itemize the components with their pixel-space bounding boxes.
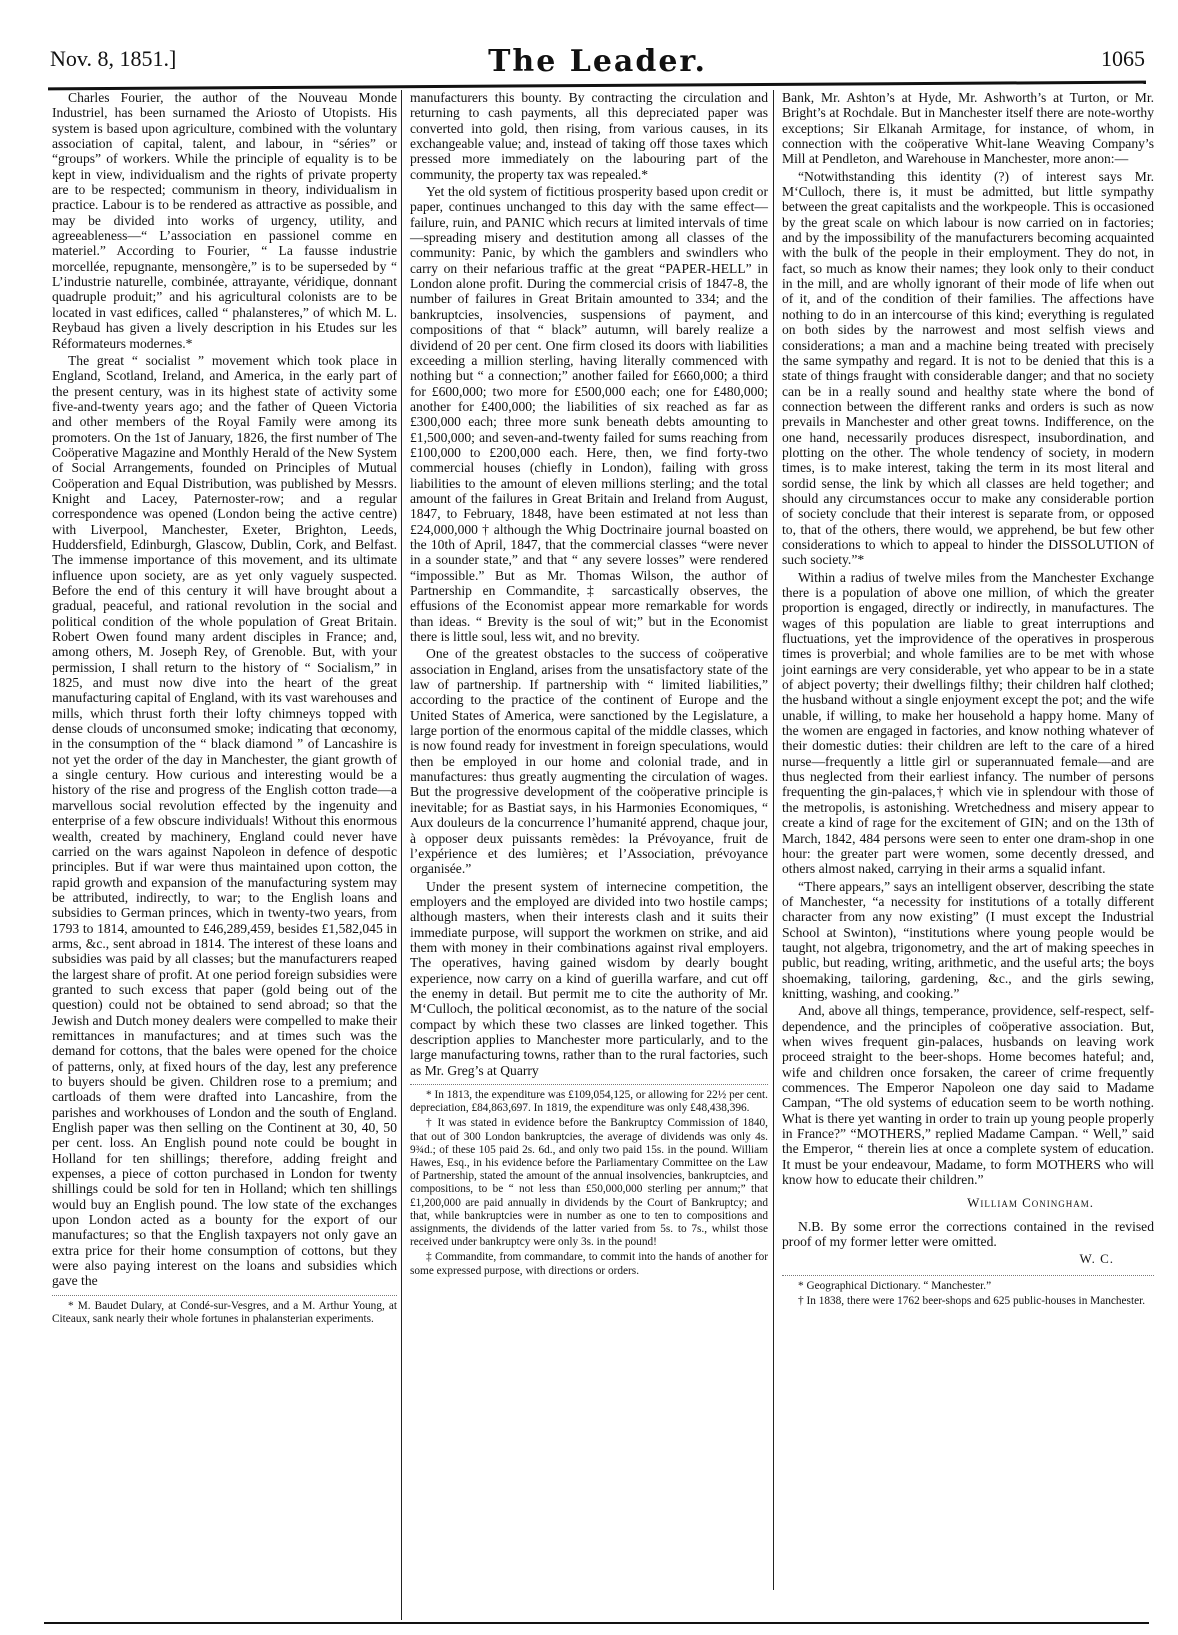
nota-bene: N.B. By some error the corrections contained in the revised proof of my former letter were omitted. [782,1218,1154,1250]
footnote: † It was stated in evidence before the Bankruptcy Commission of 1840, that out of 300 London bankruptcies, the average of dividends was only 4s. 9¾d.; of these 105 paid 2s. 6d., and only two paid 15s. in the pound. William Hawes, Esq., in his evidence before the Parliamentary Committee on the Law of Partnership, stated the amount of the annual insolvencies, bankruptcies, and compositions, to be “ not less than £50,000,000 sterling per annum;” that £1,200,000 are paid annually in dividends by the Court of Bankruptcy; and that, while bankruptcies were in number as one to ten to compositions and assignments, the dividends of the latter varied from 5s. to 7s., whilst those received under bankruptcy were only 3s. in the pound! [410,1117,768,1249]
footnote-divider [410,1084,768,1085]
footnote: † In 1838, there were 1762 beer-shops and 625 public-houses in Manchester. [798,1294,1146,1307]
paragraph: manufacturers this bounty. By contracting the circulation and returning to cash payments, all this depreciated paper was converted into gold, then rising, from various causes, in its exchangeable value; and, instead of taking off those taxes which pressed more immediately on the labouring part of the community, the property tax was repealed.* [410,90,768,182]
author-signature: William Coningham. [967,1195,1094,1211]
paragraph: The great “ socialist ” movement which took place in England, Scotland, Ireland, and America, in the early part of the present century, was in its highest state of activity some five-and-twenty years ago; and the father of Queen Victoria and other members of the Royal Family were among its promoters. On the 1st of January, 1826, the first number of The Coöperative Magazine and Monthly Herald of the New System of Social Arrangements, founded on Principles of Mutual Coöperation and Equal Distribution, was published by Messrs. Knight and Lacey, Paternoster-row; and a regular correspondence was opened (London being the active centre) with Liverpool, Manchester, Exeter, Brighton, Leeds, Huddersfield, Edinburgh, Glascow, Dublin, Cork, and Belfast. The immense importance of this movement, and its ultimate influence upon society, are as yet only vaguely suspected. Before the end of this century it will have brought about a gradual, peaceful, and rational revolution in the social and political condition of the whole population of Great Britain. Robert Owen found many ardent disciples in France; and, among others, M. Joseph Rey, of Grenoble. But, with your permission, I shall return to the history of “ Socialism,” in 1825, and must now dive into the heart of the great manufacturing capital of England, with its vast warehouses and mills, which thrust forth their lofty chimneys topped with dense clouds of unconsumed smoke; indicating that œconomy, in the consumption of the “ black diamond ” of Lancashire is not yet the order of the day in Manchester, the giant growth of a single century. How curious and interesting would be a history of the rise and progress of the English cotton trade—a marvellous social revolution effected by the ingenuity and enterprise of a few obscure individuals! Without this enormous wealth, created by machinery, England could never have carried on the wars against Napoleon in defence of despotic principles. But if war were thus maintained upon cotton, the rapid growth and expansion of the manufacturing system may be attributed, indirectly, to war; to the English loans and subsidies to German princes, which in twenty-two years, from 1793 to 1814, amounted to £46,289,459, besides £1,582,045 in arms, &c., sent abroad in 1814. The interest of these loans and subsidies was paid by all classes; but the manufacturers reaped the largest share of profit. At one period foreign subsidies were granted to such excess that paper (gold being out of the question) could not be obtained to send abroad; so that the Jewish and Dutch money dealers were compelled to make their remittances in manufactures; and at times such was the demand for cottons, that the bales were opened for the choice of patterns, only, at fixed hours of the day, lest any preference to buyers should be given. Children rose to a premium; and cartloads of them were drafted into Lancashire, from the parishes and workhouses of London and the south of England. English paper was then selling on the Continent at 30, 40, 50 per cent. loss. An English pound note could be bought in Holland for ten shillings; therefore, adding freight and expenses, a piece of cotton purchased in London for twenty shillings could be sold for ten in Holland; which ten shillings would buy an English pound. The low state of the exchanges upon London acted as a bounty for the export of our manufactures; so that the English taxpayers not only gave an extra price for their home consumption of cottons, but they were also paying interest on the loans and subsidies which gave the [52,352,397,1289]
column-1 [52,90,397,1328]
footnote-divider [782,1275,1154,1276]
footnote: * M. Baudet Dulary, at Condé-sur-Vesgres, and a M. Arthur Young, at Citeaux, sank nearly their whole fortunes in phalansterian experiments. [52,1299,397,1326]
paragraph: Bank, Mr. Ashton’s at Hyde, Mr. Ashworth’s at Turton, or Mr. Bright’s at Rochdale. But in Manchester itself there are note-worthy exceptions; Sir Elkanah Armitage, for instance, of whom, in connection with the coöperative Whit-lane Weaving Company’s Mill at Pendleton, and Warehouse in Manchester, more anon:— [782,90,1154,167]
masthead [50,44,1145,84]
paragraph: Within a radius of twelve miles from the Manchester Exchange there is a population of above one million, of which the greater proportion is engaged, directly or indirectly, in manufactures. The wages of this population are liable to great interruptions and fluctuations, yet the improvidence of the operatives in prosperous times is proverbial; and whole families are to be met with whose joint earnings are very considerable, yet who appear to be in a state of abject poverty; their dwellings filthy; their children half clothed; the husband without a single enjoyment except the pot; and the wife unable, if willing, to make her household a happy home. Many of the women are engaged in factories, and know nothing whatever of their domestic duties: their children are left to the care of a hired nurse—frequently a little girl or superannuated female—and are thus neglected from their earliest infancy. The number of persons frequenting the gin-palaces,† which vie in splendour with those of the metropolis, is astonishing. Wretchedness and misery appear to create a kind of rage for the excitement of GIN; and on the 13th of March, 1842, 484 persons were seen to enter one dram-shop in one hour: the greater part were women, some decently dressed, and others almost naked, carrying in their arms a squalid infant. [782,569,1154,877]
page-number: 1065 [1101,46,1145,71]
paragraph: And, above all things, temperance, providence, self-respect, self-dependence, and the principles of coöperative association. But, when wives frequent gin-palaces, husbands on leaving work proceed straight to the beer-shops. Home becomes hateful; and, wife and children once forsaken, the career of crime frequently commences. The Emperor Napoleon one day said to Madame Campan, “The old systems of education seem to be worth nothing. What is there yet wanting in order to train up young people properly in France?” “MOTHERS,” replied Madame Campan. “ Well,” said the Emperor, “ therein lies at once a complete system of education. It must be your endeavour, Madame, to form MOTHERS who will know how to educate their children.” [782,1003,1154,1188]
footnote: * Geographical Dictionary. “ Manchester.” [798,1279,992,1292]
paragraph: Charles Fourier, the author of the Nouveau Monde Industriel, has been surnamed the Ariosto of Utopists. His system is based upon agriculture, combined with the voluntary association of capital, talent, and labour, in “séries” or “groups” of workers. While the principle of equality is to be kept in view, individualism and the rights of private property are to be respected; communism in theory, individualism in practice. Labour is to be rendered as attractive as possible, and may be divided into works of urgency, utility, and agreeableness—“ L’association en passionel comme en materiel.” According to Fourier, “ La fausse industrie morcellée, repugnante, mensongère,” is to be superseded by “ L’industrie naturelle, combinée, attrayante, véridique, donnant quadruple produit;” and his agricultural colonists are to be located in vast edifices, called “ phalansteres,” of which M. L. Reybaud has given a lively description in his Etudes sur les Réformateurs modernes.* [52,90,397,351]
page-bottom-rule [44,1622,1149,1624]
footnote: ‡ Commandite, from commandare, to commit into the hands of another for some expressed purpose, with directions or orders. [410,1251,768,1277]
paragraph: Yet the old system of fictitious prosperity based upon credit or paper, continues unchanged to this day with the same effect—failure, ruin, and PANIC which recurs at limited intervals of time—spreading misery and destitution among all classes of the community: Panic, by which the gamblers and swindlers who carry on their nefarious traffic at the great “PAPER-HELL” in London alone profit. During the commercial crisis of 1847-8, the number of failures in Great Britain amounted to 334; and the bankruptcies, insolvencies, suspensions of payment, and compositions of that “ black” autumn, will barely realize a dividend of 20 per cent. One firm closed its doors with liabilities exceeding a million sterling, having literally commenced with nothing but “ a connection;” another failed for £660,000; a third for £600,000; two more for £500,000 each; one for £480,000; another for £400,000; the liabilities of six reached as far as £300,000 each; three more sunk beneath debts amounting to £1,500,000; and seven-and-twenty failed for sums reaching from £100,000 to £200,000 each. Here, then, we find forty-two commercial houses (chiefly in London), failing with gross liabilities to the amount of eleven millions sterling; and the total amount of the failures in Great Britain and Ireland from August, 1847, to February, 1848, have been estimated at not less than £24,000,000 † although the Whig Doctrinaire journal boasted on the 10th of April, 1847, that the commercial classes “were never in a sounder state,” and that “ any severe losses” were rendered “impossible.” But as Mr. Thomas Wilson, the author of Partnership en Commandite,‡ sarcastically observes, the effusions of the Economist appear more remarkable for words than ideas. “ Brevity is the soul of wit;” but in the Economist there is little soul, less wit, and no brevity. [410,184,768,645]
nb-initials: W. C. [1079,1251,1114,1267]
paragraph: Under the present system of internecine competition, the employers and the employed are divided into two hostile camps; although masters, when their interests clash and it suits their immediate purpose, will support the workmen on strike, and aid them with money in their combinations against rival employers. The operatives, having gained wisdom by dearly bought experience, now carry on a kind of guerilla warfare, and cut off the enemy in detail. But permit me to cite the authority of Mr. M‘Culloch, the political œconomist, as to the nature of the social compact by which these two classes are linked together. This description applies to Manchester more particularly, and to the large manufacturing towns, rather than to the rural factories, such as Mr. Greg’s at Quarry [410,878,768,1078]
paragraph: One of the greatest obstacles to the success of coöperative association in England, arises from the unsatisfactory state of the law of partnership. If partnership with “ limited liabilities,” according to the practice of the continent of Europe and the United States of America, were sanctioned by the Legislature, a large portion of the enormous capital of the middle classes, which is now found ready for investment in foreign speculations, would then be employed in our home and colonial trade, and in manufactures: thus greatly augmenting the circulation of wages. But the progressive development of the coöperative principle is inevitable; for as Bastiat says, in his Harmonies Economiques, “ Aux douleurs de la concurrence l’humanité apprend, chaque jour, à opposer deux puissants remèdes: la Prévoyance, fruit de l’expérience et des lumières; et l’Association, prévoyance organisée.” [410,646,768,877]
column-2 [401,90,768,1620]
footnote: * In 1813, the expenditure was £109,054,125, or allowing for 22½ per cent. depreciation, £84,863,697. In 1819, the expenditure was only £48,438,396. [410,1089,768,1115]
quoted-paragraph: “Notwithstanding this identity (?) of interest says Mr. M‘Culloch, there is, it must be admitted, but little sympathy between the great capitalists and the workpeople. This is occasioned by the great scale on which labour is now carried on in factories; and by the impossibility of the manufacturers becoming acquainted with the bulk of the people in their employment. They do not, in fact, so much as know their names; they look only to their conduct in the mill, and are wholly ignorant of their mode of life when out of it, and of the condition of their families. The affections have nothing to do in an intercourse of this kind; everything is regulated on both sides by the narrowest and most selfish views and considerations; a man and a machine being treated with precisely the same sympathy and regard. It is not to be denied that this is a state of things fraught with considerable danger; and that no society can be in a really sound and healthy state where the bond of connection between the different ranks and orders is such as now prevails in Manchester and other great towns. Indifference, on the one hand, necessarily produces disrespect, insubordination, and plotting on the other. The whole tendency of society, in modern times, is to make interest, taking the term in its most literal and sordid sense, the link by which all classes are held together; and should any circumstances occur to make any considerable portion of society conclude that their interest is separate from, or opposed to, that of the others, there would, we apprehend, be but few other considerations to which to appeal to hinder the DISSOLUTION of such society.”* [782,168,1154,568]
issue-date: Nov. 8, 1851.] [50,46,177,71]
column-3 [773,90,1154,1590]
paragraph: “There appears,” says an intelligent observer, describing the state of Manchester, “a necessity for institutions of a totally different character from any now existing” (I must except the Industrial School at Swinton), “institutions where young people would be taught, not algebra, trigonometry, and the art of making speeches in public, but reading, writing, arithmetic, and the useful arts; the boys shoemaking, tailoring, gardening, &c., and the girls sewing, knitting, washing, and cooking.” [782,878,1154,1001]
newspaper-title: The Leader. [488,44,707,79]
footnote-divider [52,1295,397,1296]
